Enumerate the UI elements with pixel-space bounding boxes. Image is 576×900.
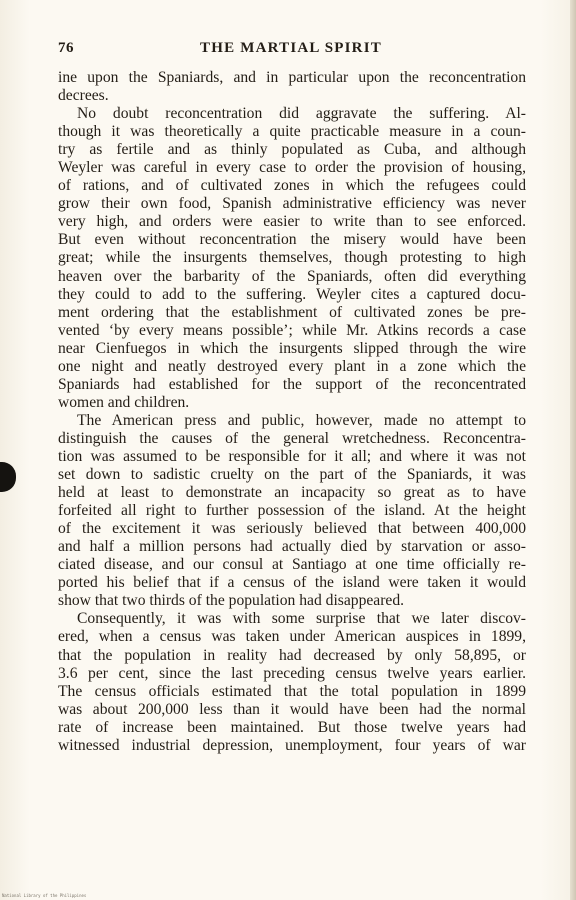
scan-footer: National Library of the Philippines bbox=[2, 893, 87, 898]
text-line: Spaniards had established for the support of the reconcentrated bbox=[58, 375, 526, 393]
binding-shadow bbox=[0, 462, 16, 492]
text-line: very high, and orders were easier to write than to see enforced. bbox=[58, 213, 526, 231]
text-line: ciated disease, and our consul at Santiago at one time officially re- bbox=[58, 556, 526, 574]
text-line: of the excitement it was seriously believed that between 400,000 bbox=[58, 520, 526, 538]
text-line: But even without reconcentration the misery would have been bbox=[58, 231, 526, 249]
text-line: that the population in reality had decreased by only 58,895, or bbox=[58, 646, 526, 664]
text-line: The census officials estimated that the total population in 1899 bbox=[58, 682, 526, 700]
text-line: held at least to demonstrate an incapacity so great as to have bbox=[58, 484, 526, 502]
text-line: ine upon the Spaniards, and in particular upon the reconcentration bbox=[58, 69, 526, 86]
text-line: The American press and public, however, made no attempt to bbox=[77, 411, 526, 429]
text-line: grow their own food, Spanish administrative efficiency was never bbox=[58, 195, 526, 213]
text-line: forfeited all right to further possession of the island. At the height bbox=[58, 502, 526, 520]
text-line: though it was theoretically a quite practicable measure in a coun- bbox=[58, 123, 526, 141]
text-line: heaven over the barbarity of the Spaniards, often did everything bbox=[58, 267, 526, 285]
text-line: they could to add to the suffering. Weyler cites a captured docu- bbox=[58, 285, 526, 303]
text-line: ment ordering that the establishment of cultivated zones be pre- bbox=[58, 303, 526, 321]
text-line: and half a million persons had actually died by starvation or asso- bbox=[58, 538, 526, 556]
page-header bbox=[58, 40, 523, 60]
text-line: 3.6 per cent, since the last preceding census twelve years earlier. bbox=[58, 664, 526, 682]
text-line: women and children. bbox=[58, 393, 190, 411]
text-line: Consequently, it was with some surprise that we later discov- bbox=[77, 610, 526, 628]
running-title: THE MARTIAL SPIRIT bbox=[200, 40, 382, 56]
text-line: show that two thirds of the population had disappeared. bbox=[58, 592, 405, 610]
text-line: ported his belief that if a census of the island were taken it would bbox=[58, 574, 526, 592]
text-line: one night and neatly destroyed every plant in a zone which the bbox=[58, 357, 526, 375]
text-line: tion was assumed to be responsible for it all; and where it was not bbox=[58, 447, 526, 465]
text-line: distinguish the causes of the general wretchedness. Reconcentra- bbox=[58, 429, 526, 447]
body-text bbox=[58, 69, 526, 755]
text-line: was about 200,000 less than it would have been had the normal bbox=[58, 700, 526, 718]
text-line: No doubt reconcentration did aggravate the suffering. Al- bbox=[77, 105, 526, 123]
page-number: 76 bbox=[58, 40, 74, 56]
text-line: decrees. bbox=[58, 87, 109, 105]
text-line: rate of increase been maintained. But those twelve years had bbox=[58, 718, 526, 736]
text-line: vented ‘by every means possible’; while Mr. Atkins records a case bbox=[58, 321, 526, 339]
text-line: great; while the insurgents themselves, though protesting to high bbox=[58, 249, 526, 267]
text-line: near Cienfuegos in which the insurgents slipped through the wire bbox=[58, 339, 526, 357]
text-line: witnessed industrial depression, unemployment, four years of war bbox=[58, 736, 526, 754]
text-line: of rations, and of cultivated zones in which the refugees could bbox=[58, 177, 526, 195]
text-line: try as fertile and as thinly populated as Cuba, and although bbox=[58, 141, 526, 159]
text-line: Weyler was careful in every case to order the provision of housing, bbox=[58, 159, 526, 177]
text-line: set down to sadistic cruelty on the part of the Spaniards, it was bbox=[58, 466, 526, 484]
page-edge bbox=[570, 0, 576, 900]
text-line: ered, when a census was taken under American auspices in 1899, bbox=[58, 628, 526, 646]
